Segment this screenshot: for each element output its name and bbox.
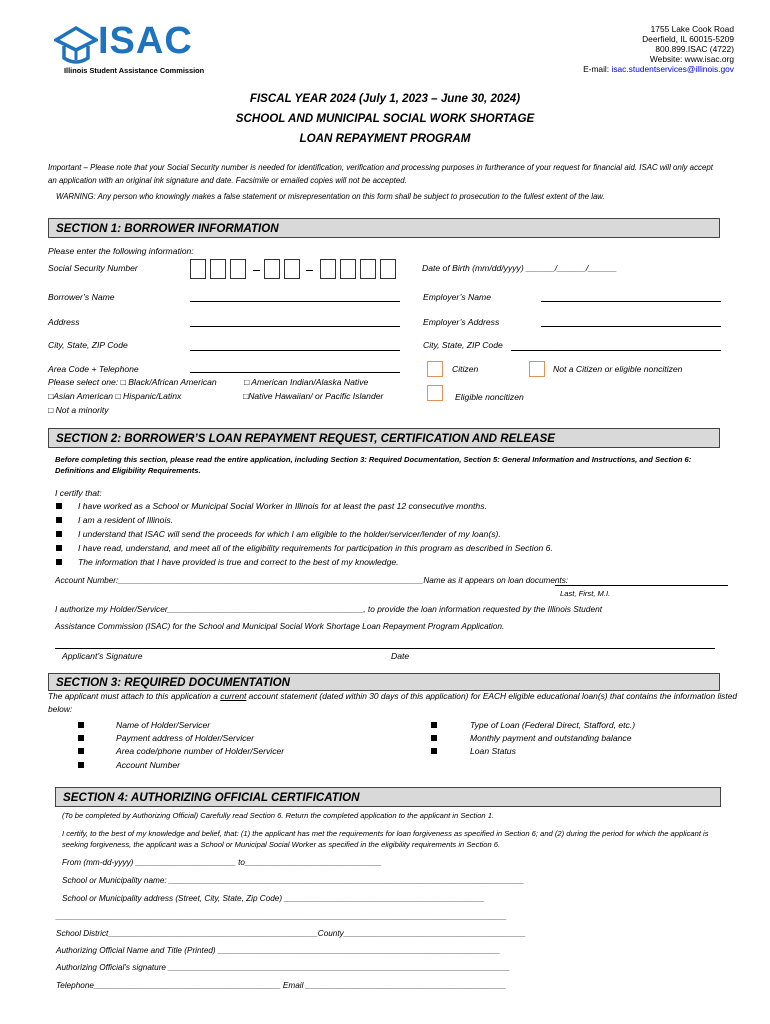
name-on-loan-line[interactable] — [555, 585, 728, 586]
official-signature-field[interactable]: Authorizing Official’s signature ___________________________________________________________________________ — [56, 963, 510, 972]
doc-bullet-r2 — [431, 735, 437, 741]
city-label: City, State, ZIP Code — [48, 340, 128, 350]
doc-right-1: Type of Loan (Federal Direct, Stafford, etc.) — [470, 720, 636, 730]
race-asian-hispanic[interactable]: □Asian American □ Hispanic/Latinx — [48, 391, 182, 401]
doc-left-1: Name of Holder/Servicer — [116, 720, 211, 730]
isac-logo-icon — [54, 26, 98, 66]
before-completing: Before completing this section, please read the entire application, including Section 3: Required Documentation, Section 5: General Information and Instructions, and Section 6: Definitions and Eligibility Requirements. — [55, 455, 692, 475]
doc-left-3: Area code/phone number of Holder/Servicer — [116, 746, 285, 756]
logo-text: ISAC — [98, 20, 193, 62]
race-not-minority[interactable]: □ Not a minority — [48, 405, 109, 415]
bullet-3 — [56, 531, 62, 537]
title-line-2: SCHOOL AND MUNICIPAL SOCIAL WORK SHORTAGE — [235, 112, 535, 125]
citizen-checkbox[interactable] — [427, 361, 443, 377]
not-citizen-checkbox[interactable] — [529, 361, 545, 377]
employer-address-line[interactable] — [541, 326, 721, 327]
borrower-name-label: Borrower’s Name — [48, 292, 115, 302]
doc-right-3: Loan Status — [470, 746, 516, 756]
doc-bullet-l1 — [78, 722, 84, 728]
doc-bullet-l3 — [78, 748, 84, 754]
city-line[interactable] — [190, 350, 400, 351]
area-code-label: Area Code + Telephone — [48, 364, 139, 374]
doc-left-2: Payment address of Holder/Servicer — [116, 733, 255, 743]
header-address — [583, 24, 734, 74]
please-enter: Please enter the following information: — [48, 246, 194, 256]
authorize-line-1[interactable]: I authorize my Holder/Servicer__________________________________________, to provide the loan information requested by the Illinois Student — [55, 604, 603, 614]
not-citizen-label: Not a Citizen or eligible noncitizen — [553, 364, 683, 374]
section-3-text-current: current — [220, 691, 247, 701]
website: Website: www.isac.org — [649, 54, 734, 64]
bullet-1 — [56, 503, 62, 509]
certify-item-5: The information that I have provided is true and correct to the best of my knowledge. — [78, 557, 399, 567]
last-first-mi: Last, First, M.I. — [560, 589, 611, 598]
ssn-box-6[interactable] — [320, 259, 336, 279]
race-american-indian[interactable]: □ American Indian/Alaska Native — [244, 377, 369, 387]
telephone-email-field[interactable]: Telephone_________________________________________ Email ____________________________________________ — [56, 981, 507, 990]
section-1-header: SECTION 1: BORROWER INFORMATION — [48, 218, 720, 238]
borrower-name-line[interactable] — [190, 301, 400, 302]
isac-logo — [54, 20, 214, 78]
doc-bullet-l4 — [78, 762, 84, 768]
ssn-box-7[interactable] — [340, 259, 356, 279]
warning-note: WARNING: Any person who knowingly makes a false statement or misrepresentation on this form shall be subject to prosecution to the fullest extent of the law. — [56, 192, 605, 201]
section-3-text-a: The applicant must attach to this application a — [48, 691, 221, 701]
eligible-noncitizen-checkbox[interactable] — [427, 385, 443, 401]
section-3-text — [48, 690, 738, 715]
section-3-text-b: account statement (dated within 30 days of this application) for EACH eligible educational loan(s) that contains the information listed below: — [48, 691, 738, 714]
address-label: Address — [48, 317, 80, 327]
account-number-label[interactable]: Account Number:___________________________________________________________________Name as it appears on loan documents: — [55, 576, 569, 585]
bullet-4 — [56, 545, 62, 551]
official-name-field[interactable]: Authorizing Official Name and Title (Printed) ______________________________________________________________ — [56, 946, 501, 955]
important-note: Important – Please note that your Social Security number is needed for identification, verification and processing purposes in furtherance of your request for financial aid. ISAC will only accept an application with an original ink signature and date. Facsimile or emailed copies will not be accepted. — [48, 163, 713, 185]
address-line-2: Deerfield, IL 60015-5209 — [642, 34, 734, 44]
ssn-box-2[interactable] — [210, 259, 226, 279]
doc-left-4: Account Number — [116, 760, 181, 770]
ssn-label: Social Security Number — [48, 263, 138, 273]
employer-city-line[interactable] — [511, 350, 721, 351]
email-link[interactable]: isac.studentservices@illinois.gov — [611, 64, 734, 74]
ssn-box-4[interactable] — [264, 259, 280, 279]
doc-right-2: Monthly payment and outstanding balance — [470, 733, 632, 743]
ssn-box-9[interactable] — [380, 259, 396, 279]
telephone-line[interactable] — [190, 372, 400, 373]
certify-item-4: I have read, understand, and meet all of the eligibility requirements for participation in this program as described in Section 6. — [78, 543, 553, 553]
logo-subtitle: Illinois Student Assistance Commission — [64, 66, 205, 75]
doc-bullet-r1 — [431, 722, 437, 728]
ssn-box-8[interactable] — [360, 259, 376, 279]
eligible-noncitizen-label: Eligible noncitizen — [455, 392, 524, 402]
employer-name-line[interactable] — [541, 301, 721, 302]
dob-label: Date of Birth (mm/dd/yyyy) ______/______/______ — [422, 263, 617, 273]
phone: 800.899.ISAC (4722) — [655, 44, 734, 54]
ssn-dash-1 — [253, 270, 260, 271]
citizen-label: Citizen — [452, 364, 479, 374]
to-be-completed: (To be completed by Authorizing Official) Carefully read Section 6. Return the completed application to the applicant in Section 1. — [62, 811, 495, 820]
section-4-header: SECTION 4: AUTHORIZING OFFICIAL CERTIFICATION — [55, 787, 721, 807]
from-to-dates[interactable]: From (mm-dd-yyyy) ______________________ to______________________________ — [62, 858, 382, 867]
ssn-dash-2 — [306, 270, 313, 271]
ssn-box-3[interactable] — [230, 259, 246, 279]
doc-bullet-r3 — [431, 748, 437, 754]
bullet-5 — [56, 559, 62, 565]
certify-label: I certify that: — [55, 488, 102, 498]
employer-city-label: City, State, ZIP Code — [423, 340, 503, 350]
district-county-field[interactable]: School District______________________________________________County________________________________________ — [56, 929, 526, 938]
title-line-3: LOAN REPAYMENT PROGRAM — [299, 132, 471, 145]
title-line-1: FISCAL YEAR 2024 (July 1, 2023 – June 30, 2024) — [249, 92, 521, 105]
applicant-signature-label: Applicant’s Signature — [62, 651, 143, 661]
section-3-header: SECTION 3: REQUIRED DOCUMENTATION — [48, 673, 720, 691]
address-line[interactable] — [190, 326, 400, 327]
email-line — [583, 64, 734, 74]
employer-name-label: Employer’s Name — [423, 292, 491, 302]
school-address-field[interactable]: School or Municipality address (Street, City, State, Zip Code) ____________________________________________ — [62, 894, 485, 903]
official-certify-text: I certify, to the best of my knowledge and belief, that: (1) the applicant has met the requirements for loan forgiveness as specified in Section 6; and (2) during the period for which the applicant is seeking forgiveness, the applicant was a School or Municipal Social Worker as specified in the eligibility requirements in Section 6. — [62, 829, 709, 849]
race-select-1[interactable]: Please select one: □ Black/African American — [48, 377, 217, 387]
employer-address-label: Employer’s Address — [423, 317, 500, 327]
race-hawaiian[interactable]: □Native Hawaiian/ or Pacific Islander — [243, 391, 384, 401]
school-name-field[interactable]: School or Municipality name: ______________________________________________________________________________ — [62, 876, 525, 885]
school-address-blank[interactable]: ___________________________________________________________________________________________________ — [56, 912, 507, 921]
ssn-box-5[interactable] — [284, 259, 300, 279]
section-2-header: SECTION 2: BORROWER’S LOAN REPAYMENT REQUEST, CERTIFICATION AND RELEASE — [48, 428, 720, 448]
certify-item-3: I understand that ISAC will send the proceeds for which I am eligible to the holder/servicer/lender of my loan(s). — [78, 529, 501, 539]
email-label: E-mail: — [583, 64, 610, 74]
ssn-box-1[interactable] — [190, 259, 206, 279]
certify-item-2: I am a resident of Illinois. — [78, 515, 174, 525]
date-label: Date — [391, 651, 410, 661]
authorize-line-2: Assistance Commission (ISAC) for the School and Municipal Social Work Shortage Loan Repayment Program Application. — [55, 621, 505, 631]
doc-bullet-l2 — [78, 735, 84, 741]
bullet-2 — [56, 517, 62, 523]
signature-line[interactable] — [55, 648, 715, 649]
certify-item-1: I have worked as a School or Municipal Social Worker in Illinois for at least the past 12 consecutive months. — [78, 501, 487, 511]
address-line-1: 1755 Lake Cook Road — [650, 24, 734, 34]
